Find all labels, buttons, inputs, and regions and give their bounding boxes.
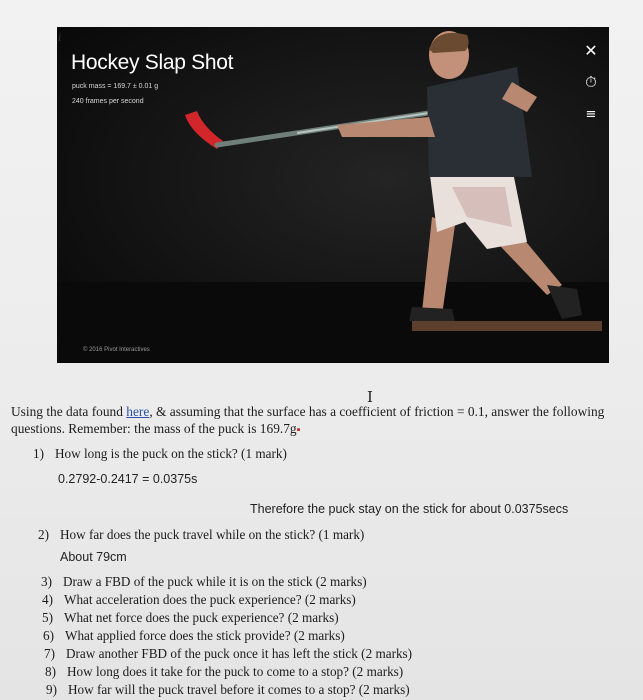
question-text: How long does it take for the puck to come to a stop? (2 marks) (67, 664, 404, 679)
intro-suffix: , & assuming that the surface has a coefficient of friction = 0.1, answer the following (149, 404, 605, 419)
question-text: What acceleration does the puck experience? (2 marks) (64, 592, 356, 607)
question-text: What net force does the puck experience? (2 marks) (64, 610, 339, 625)
question-number: 1) (33, 446, 44, 461)
tools-icon[interactable]: ✕ (584, 41, 598, 60)
question-5 (42, 610, 339, 626)
data-link[interactable]: here (126, 404, 150, 419)
question-text: Draw another FBD of the puck once it has left the stick (2 marks) (66, 646, 413, 661)
intro-line-2-text: questions. Remember: the mass of the puck is 169.7g (11, 421, 297, 436)
question-number: 6) (43, 628, 54, 643)
question-number: 2) (38, 527, 49, 542)
text-cursor-icon: I (367, 388, 373, 406)
question-8 (45, 664, 403, 680)
question-number: 9) (46, 682, 57, 697)
question-text: How far does the puck travel while on the stick? (1 mark) (60, 527, 365, 542)
frame-rate-label: 240 frames per second (72, 98, 144, 105)
answer-1-conclusion: Therefore the puck stay on the stick for about 0.0375secs (250, 502, 569, 516)
question-text: How far will the puck travel before it comes to a stop? (2 marks) (68, 682, 410, 697)
red-cursor-mark: ▪ (296, 424, 301, 436)
question-2 (38, 527, 364, 543)
video-title: Hockey Slap Shot (71, 51, 234, 74)
info-icon[interactable]: i (58, 30, 62, 44)
question-3 (41, 574, 367, 590)
answer-1-calc: 0.2792-0.2417 = 0.0375s (58, 472, 198, 486)
stopwatch-icon[interactable]: ⏱ (585, 73, 597, 91)
menu-icon[interactable]: ≡ (585, 107, 597, 122)
question-7 (44, 646, 412, 662)
question-9 (46, 682, 410, 698)
answer-2: About 79cm (60, 550, 127, 564)
copyright-label: © 2016 Pivot Interactives (83, 347, 150, 353)
question-number: 7) (44, 646, 55, 661)
question-number: 8) (45, 664, 56, 679)
question-text: Draw a FBD of the puck while it is on the stick (2 marks) (63, 574, 367, 589)
video-player[interactable] (57, 27, 609, 363)
question-number: 3) (41, 574, 52, 589)
question-4 (42, 592, 356, 608)
question-number: 5) (42, 610, 53, 625)
intro-line-1 (11, 404, 604, 420)
intro-prefix: Using the data found (11, 404, 127, 419)
question-6 (43, 628, 345, 644)
question-1 (33, 446, 287, 462)
question-text: How long is the puck on the stick? (1 mark) (55, 446, 287, 461)
puck-mass-label: puck mass = 169.7 ± 0.01 g (72, 83, 159, 90)
intro-line-2 (11, 421, 301, 438)
video-frame-scene (57, 27, 609, 363)
question-number: 4) (42, 592, 53, 607)
question-text: What applied force does the stick provide? (2 marks) (65, 628, 345, 643)
